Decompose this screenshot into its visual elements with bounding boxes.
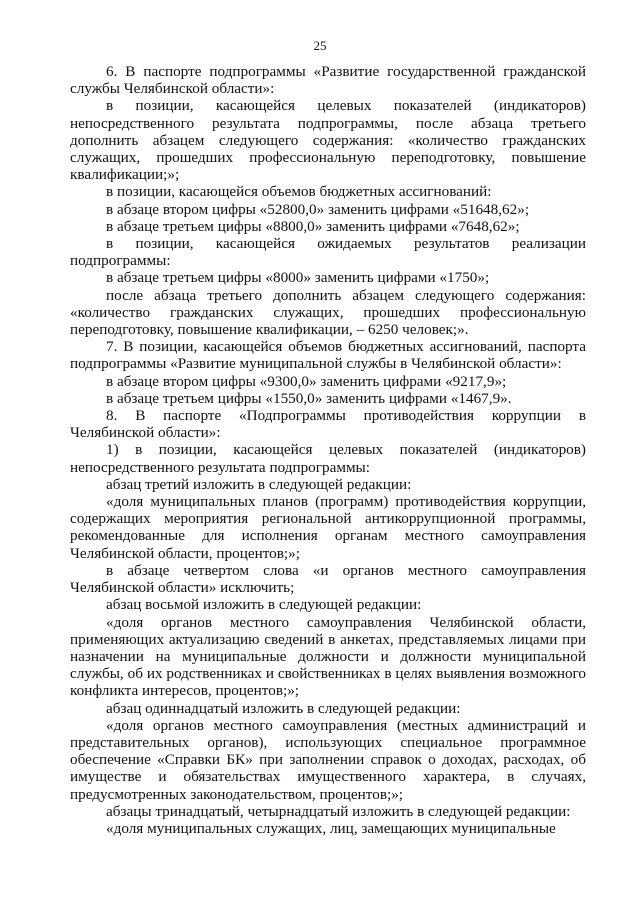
paragraph-third-figures-8000: в абзаце третьем цифры «8000» заменить цифрами «1750»; [106,269,490,287]
paragraph-third-new-edition: абзац третий изложить в следующей редакции: [106,475,412,493]
paragraph-share-municipal-employees: «доля муниципальных служащих, лиц, замещающих муниципальные [106,819,556,837]
paragraph-share-bk-software: «доля органов местного самоуправления (местных администраций и представительных органов), использующих специальное программное обеспечение «Справки БК» при заполнении справок о доходах, расходах, об имуществе и обязательствах имущественного характера, в случаях, предусмотренных законодательством, процентов;»; [70,716,586,803]
paragraph-second-figures: в абзаце втором цифры «52800,0» заменить цифрами «51648,62»; [106,200,530,218]
paragraph-target-indicators: в позиции, касающейся целевых показателей (индикаторов) непосредственного результата подпрограммы, после абзаца третьего дополнить абзацем следующего содержания: «количество гражданских служащих, прошедших профессиональную переподготовку, повышение квалификации;»; [70,97,586,184]
paragraph-8-anticorruption: 8. В паспорте «Подпрограммы противодействия коррупции в Челябинской области»: [70,407,586,442]
paragraph-fourth-exclude: в абзаце четвертом слова «и органов местного самоуправления Челябинской области» исключить; [70,561,586,597]
paragraph-budget-allocations: в позиции, касающейся объемов бюджетных ассигнований: [106,183,492,201]
paragraph-item-1-indicators: 1) в позиции, касающейся целевых показателей (индикаторов) непосредственного результата подпрограммы: [70,441,586,476]
paragraph-expected-results: в позиции, касающейся ожидаемых результатов реализации подпрограммы: [70,235,586,270]
paragraph-6-passport-civil-service: 6. В паспорте подпрограммы «Развитие государственной гражданской службы Челябинской области»: [70,63,586,98]
paragraph-second-figures-9300: в абзаце втором цифры «9300,0» заменить цифрами «9217,9»; [106,372,507,390]
paragraph-7-municipal-service: 7. В позиции, касающейся объемов бюджетных ассигнований, паспорта подпрограммы «Развитие муниципальной службы в Челябинской области»: [70,338,586,373]
paragraph-third-figures: в абзаце третьем цифры «8800,0» заменить цифрами «7648,62»; [106,217,520,235]
paragraph-eleventh-new-edition: абзац одиннадцатый изложить в следующей редакции: [106,699,461,717]
document-body [70,63,586,837]
paragraph-thirteenth-fourteenth: абзацы тринадцатый, четырнадцатый изложить в следующей редакции: [106,802,571,820]
paragraph-third-figures-1550: в абзаце третьем цифры «1550,0» заменить цифрами «1467,9». [106,389,512,407]
paragraph-share-municipal-plans: «доля муниципальных планов (программ) противодействия коррупции, содержащих мероприятия региональной антикоррупционной программы, рекомендованные для исполнения органам местного самоуправления Челябинской области, процентов;»; [70,493,586,562]
paragraph-eighth-new-edition: абзац восьмой изложить в следующей редакции: [106,596,422,614]
paragraph-share-local-government: «доля органов местного самоуправления Челябинской области, применяющих актуализацию сведений в анкетах, представляемых лицами при назначении на муниципальные должности и должности муниципальной службы, об их родственниках и свойственниках в целях выявления возможного конфликта интересов, процентов;»; [70,613,586,700]
page-number: 25 [313,38,327,53]
paragraph-add-after-third: после абзаца третьего дополнить абзацем следующего содержания: «количество гражданских служащих, прошедших профессиональную переподготовку, повышение квалификации, – 6250 человек;». [70,286,586,339]
